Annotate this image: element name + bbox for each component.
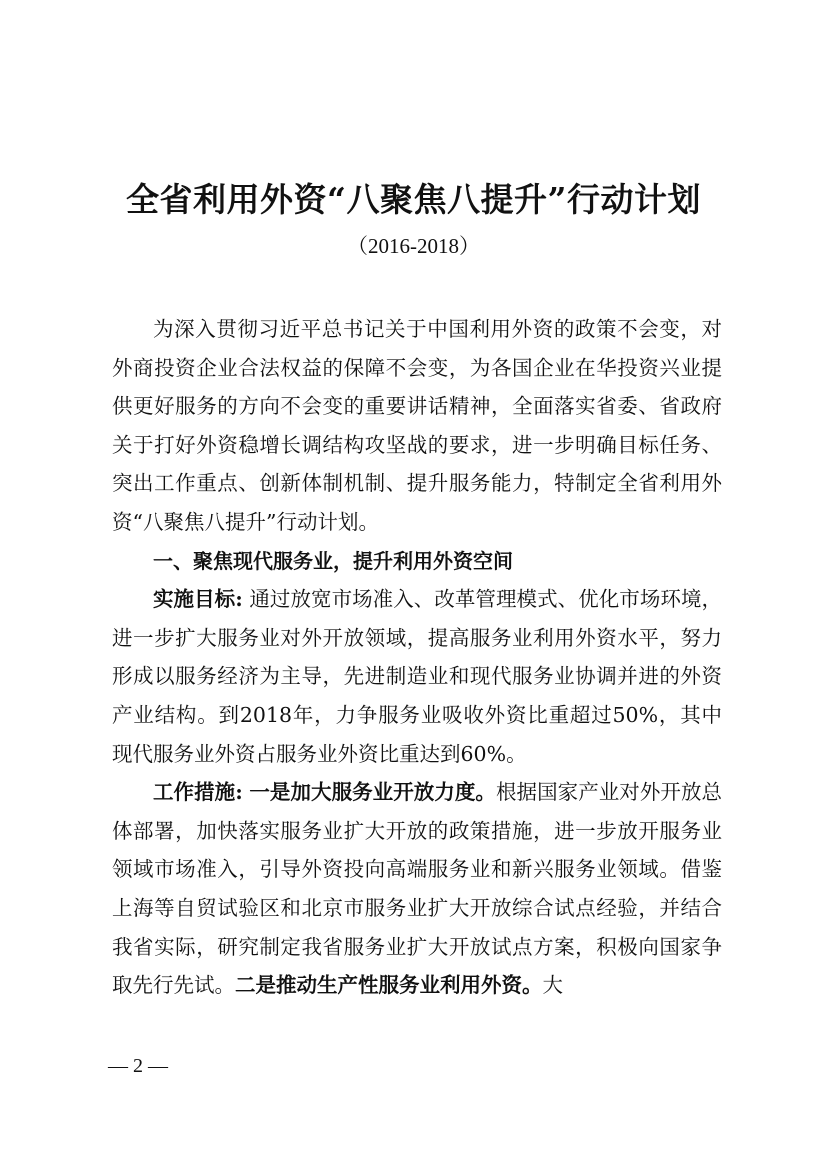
page-number: — 2 —	[108, 1055, 168, 1077]
measures-paragraph	[112, 773, 722, 1005]
goal-paragraph	[112, 580, 722, 773]
measure-2-title: 二是推动生产性服务业利用外资。	[235, 973, 543, 998]
document-title: 全省利用外资“八聚焦八提升”行动计划	[126, 180, 701, 219]
goal-label: 实施目标:	[153, 587, 243, 612]
measure-1-text: 根据国家产业对外开放总体部署，加快落实服务业扩大开放的政策措施，进一步放开服务业领域市场准入，引导外资投向高端服务业和新兴服务业领域。借鉴上海等自贸试验区和北京市服务业扩大开放综合试点经验，并结合我省实际，研究制定我省服务业扩大开放试点方案，积极向国家争取先行先试。	[112, 780, 722, 998]
section-heading: 一、聚焦现代服务业，提升利用外资空间	[153, 548, 513, 573]
document-subtitle: （2016-2018）	[347, 234, 480, 258]
document-body	[112, 310, 722, 1005]
measures-label: 工作措施:	[153, 780, 243, 805]
goal-text: 通过放宽市场准入、改革管理模式、优化市场环境，进一步扩大服务业对外开放领域，提高服务业利用外资水平，努力形成以服务经济为主导，先进制造业和现代服务业协调并进的外资产业结构。到2018年，力争服务业吸收外资比重超过50%，其中现代服务业外资占服务业外资比重达到60%。	[112, 587, 722, 766]
intro-paragraph: 为深入贯彻习近平总书记关于中国利用外资的政策不会变，对外商投资企业合法权益的保障不会变，为各国企业在华投资兴业提供更好服务的方向不会变的重要讲话精神，全面落实省委、省政府关于打好外资稳增长调结构攻坚战的要求，进一步明确目标任务、突出工作重点、创新体制机制、提升服务能力，特制定全省利用外资“八聚焦八提升”行动计划。	[112, 317, 722, 534]
measure-1-title: 一是加大服务业开放力度。	[249, 780, 496, 805]
measure-2-text: 大	[542, 973, 563, 998]
